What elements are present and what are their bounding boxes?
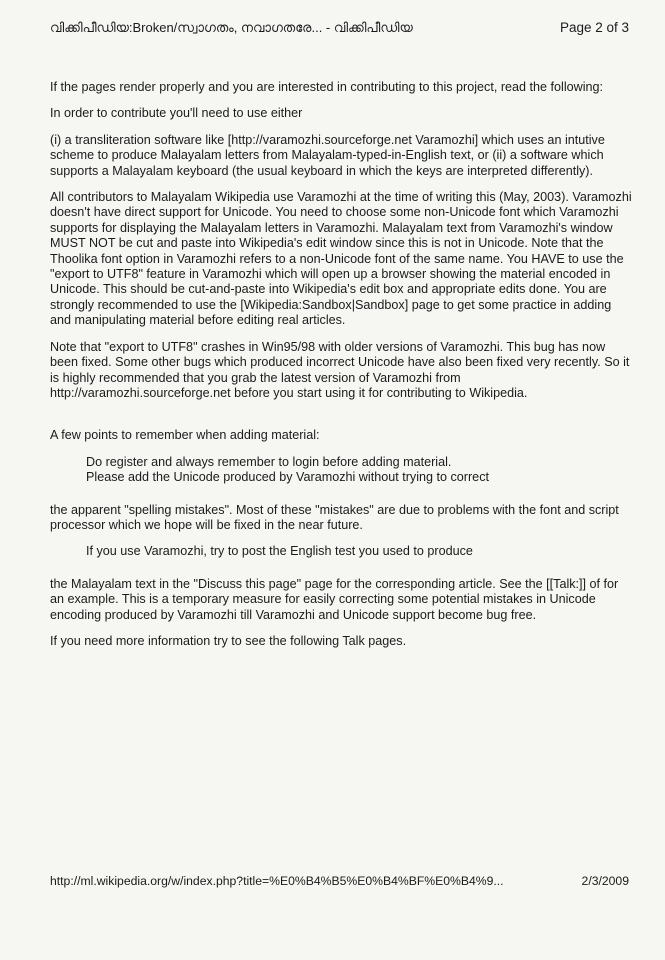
more-info-paragraph: If you need more information try to see the following Talk pages. <box>50 633 407 648</box>
software-options-paragraph: (i) a transliteration software like [http://varamozhi.sourceforge.net Varamozhi] which uses an intutive scheme to produce Malayalam letters from Malayalam-typed-in-English text, or (ii) a software which supports a Malayalam keyboard (the usual keyboard in which the keys are interpreted differently). <box>50 132 605 178</box>
intro-paragraph: If the pages render properly and you are interested in contributing to this project, read the following: <box>50 80 604 94</box>
bug-note-paragraph: Note that "export to UTF8" crashes in Win95/98 with older versions of Varamozhi. This bug has now been fixed. Some other bugs which produced incorrect Unicode have also been fixed very recently. So it is highly recommended that you grab the latest version of Varamozhi from http://varamozhi.sourceforge.net before you start using it for contributing to Wikipedia. <box>50 339 630 400</box>
point-unicode: Please add the Unicode produced by Varamozhi without trying to correct <box>86 470 489 485</box>
points-heading: A few points to remember when adding material: <box>50 428 320 443</box>
page-header-title: വിക്കിപീഡിയ:Broken/സ്വാഗതം, നവാഗതരേ... - വിക്കിപീഡിയ <box>50 20 413 35</box>
footer-url: http://ml.wikipedia.org/w/index.php?title=%E0%B4%B5%E0%B4%BF%E0%B4%9... <box>50 874 504 888</box>
contribute-paragraph: In order to contribute you'll need to use either <box>50 106 303 121</box>
article-body <box>50 80 635 649</box>
footer-date: 2/3/2009 <box>581 874 629 888</box>
spelling-paragraph: the apparent "spelling mistakes". Most of these "mistakes" are due to problems with the font and script processor which we hope will be fixed in the near future. <box>50 502 619 532</box>
discuss-paragraph: the Malayalam text in the "Discuss this page" page for the corresponding article. See the [[Talk:]] of for an example. This is a temporary measure for easily correcting some potential mistakes in Unicode encoding produced by Varamozhi till Varamozhi and Unicode support become bug free. <box>50 576 619 622</box>
point-register: Do register and always remember to login before adding material. <box>86 454 452 469</box>
page-indicator: Page 2 of 3 <box>559 20 629 35</box>
varamozhi-paragraph: All contributors to Malayalam Wikipedia use Varamozhi at the time of writing this (May, 2003). Varamozhi doesn't have direct support for Unicode. You need to choose some non-Unicode font which Varamozhi supports for displaying the Malayalam letters in Varamozhi. Malayalam text from Varamozhi's window MUST NOT be cut and paste into Wikipedia's edit window since this is not in Unicode. Note that the Thoolika font option in Varamozhi refers to a non-Unicode font of the same name. You HAVE to use the "export to UTF8" feature in Varamozhi which will open up a browser showing the material encoded in Unicode. This should be cut-and-paste into Wikipedia's edit box and appropriate edits done. You are strongly recommended to use the [Wikipedia:Sandbox|Sandbox] page to get some practice in adding and manipulating material before editing real articles. <box>50 190 632 328</box>
point-english-text: If you use Varamozhi, try to post the English test you used to produce <box>86 544 473 559</box>
